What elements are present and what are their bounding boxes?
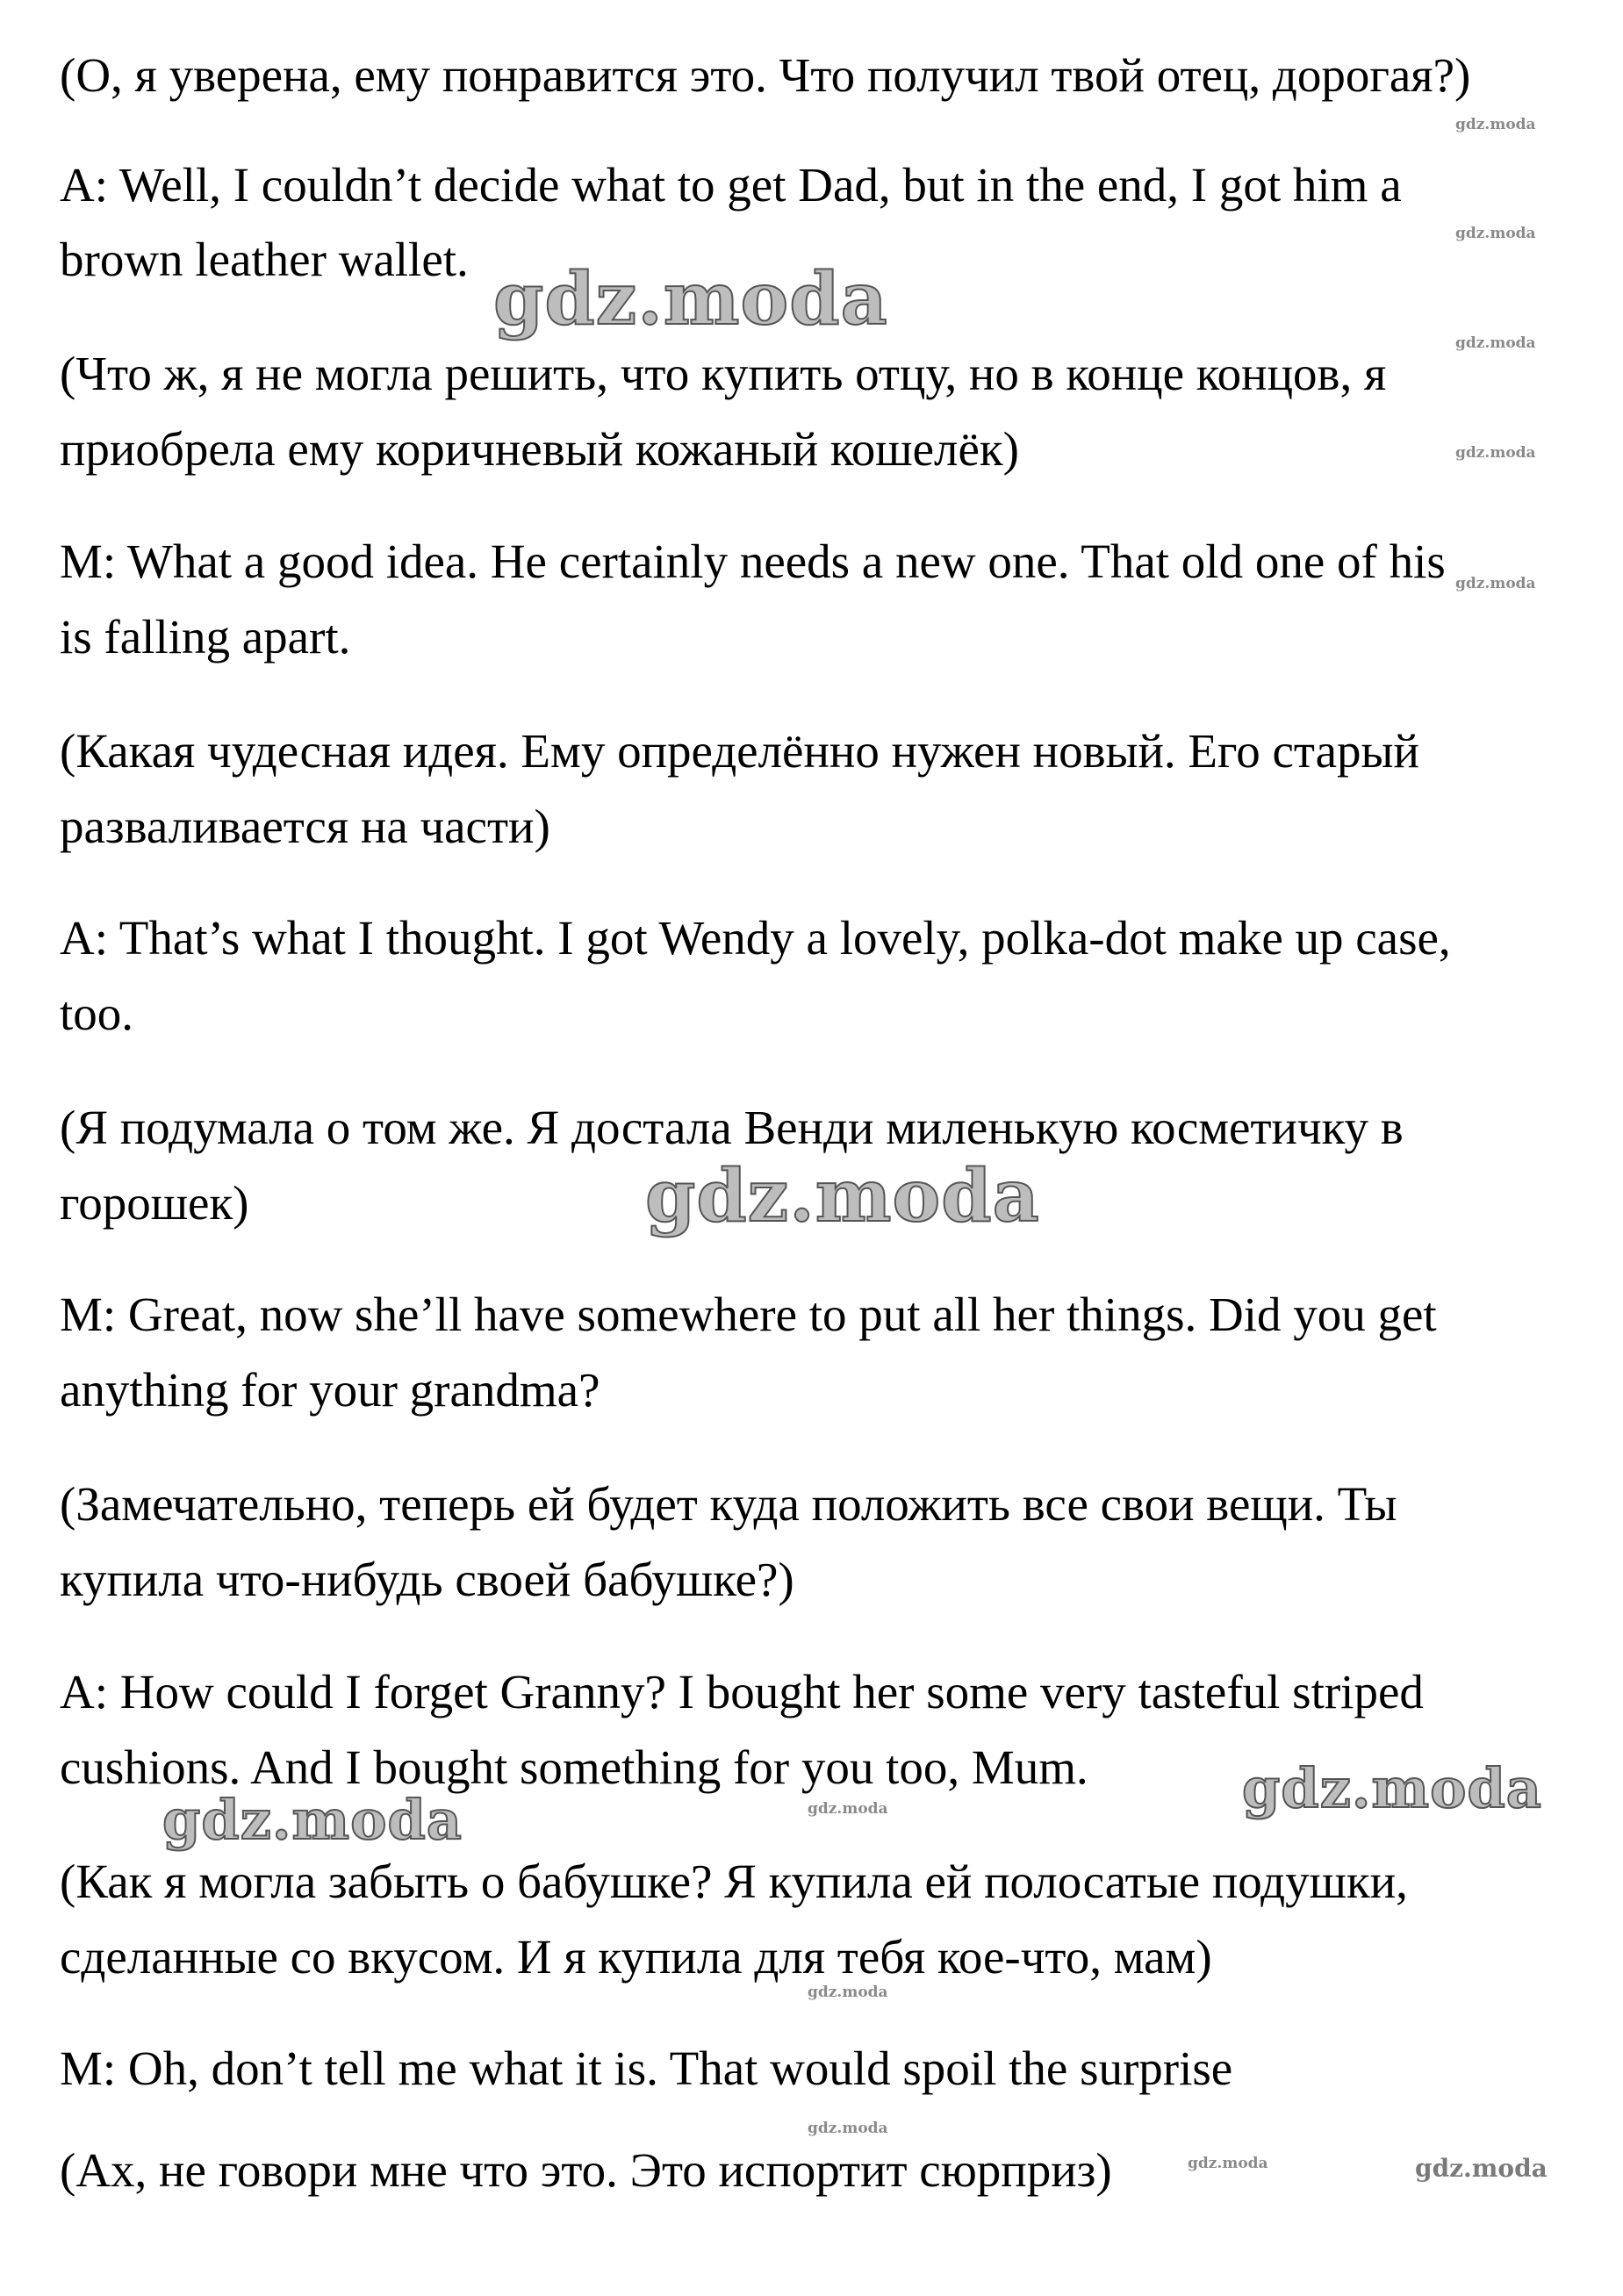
text-line: горошек)	[60, 1176, 249, 1230]
text-line: купила что-нибудь своей бабушке?)	[60, 1553, 794, 1606]
text-line: приобрела ему коричневый кожаный кошелёк)	[60, 422, 1019, 476]
watermark: gdz.moda	[162, 1788, 463, 1852]
watermark-small: gdz.moda	[808, 2120, 888, 2137]
text-line: A: That’s what I thought. I got Wendy a lovely, polka-dot make up case,	[60, 911, 1451, 965]
text-line: brown leather wallet.	[60, 233, 469, 286]
text-line: сделанные со вкусом. И я купила для тебя кое-что, мам)	[60, 1930, 1212, 1984]
text-line: A: How could I forget Granny? I bought her some very tasteful striped	[60, 1665, 1424, 1718]
watermark-small: gdz.moda	[808, 1800, 888, 1818]
text-line: (О, я уверена, ему понравится это. Что получил твой отец, дорогая?)	[60, 48, 1471, 102]
watermark-small: gdz.moda	[1455, 334, 1536, 352]
text-line: anything for your grandma?	[60, 1363, 600, 1417]
watermark-small: gdz.moda	[1188, 2155, 1268, 2172]
text-line: (Какая чудесная идея. Ему определённо нужен новый. Его старый	[60, 724, 1419, 778]
text-line: M: Great, now she’ll have somewhere to put all her things. Did you get	[60, 1288, 1437, 1341]
watermark-small: gdz.moda	[1455, 444, 1536, 462]
text-line: is falling apart.	[60, 610, 351, 664]
watermark: gdz.moda	[493, 257, 888, 341]
watermark-small: gdz.moda	[1455, 225, 1536, 242]
text-line: (Замечательно, теперь ей будет куда положить все свои вещи. Ты	[60, 1477, 1397, 1531]
watermark-small: gdz.moda	[1455, 116, 1536, 133]
watermark-small: gdz.moda	[808, 1984, 888, 2001]
watermark-small: gdz.moda	[1415, 2154, 1548, 2183]
text-line: A: Well, I couldn’t decide what to get Dad, but in the end, I got him a	[60, 158, 1402, 212]
text-line: (Ах, не говори мне что это. Это испортит сюрприз)	[60, 2143, 1112, 2197]
text-line: too.	[60, 987, 134, 1040]
text-line: (Я подумала о том же. Я достала Венди миленькую косметичку в	[60, 1101, 1404, 1154]
text-line: M: Oh, don’t tell me what it is. That would spoil the surprise	[60, 2041, 1233, 2095]
watermark: gdz.moda	[1242, 1756, 1542, 1820]
watermark: gdz.moda	[645, 1154, 1040, 1238]
text-line: cushions. And I bought something for you too, Mum.	[60, 1740, 1088, 1794]
text-line: (Что ж, я не могла решить, что купить отцу, но в конце концов, я	[60, 347, 1387, 400]
text-line: (Как я могла забыть о бабушке? Я купила ей полосатые подушки,	[60, 1855, 1408, 1908]
text-line: M: What a good idea. He certainly needs a new one. That old one of his	[60, 535, 1446, 588]
text-line: разваливается на части)	[60, 800, 550, 853]
watermark-small: gdz.moda	[1455, 575, 1536, 592]
